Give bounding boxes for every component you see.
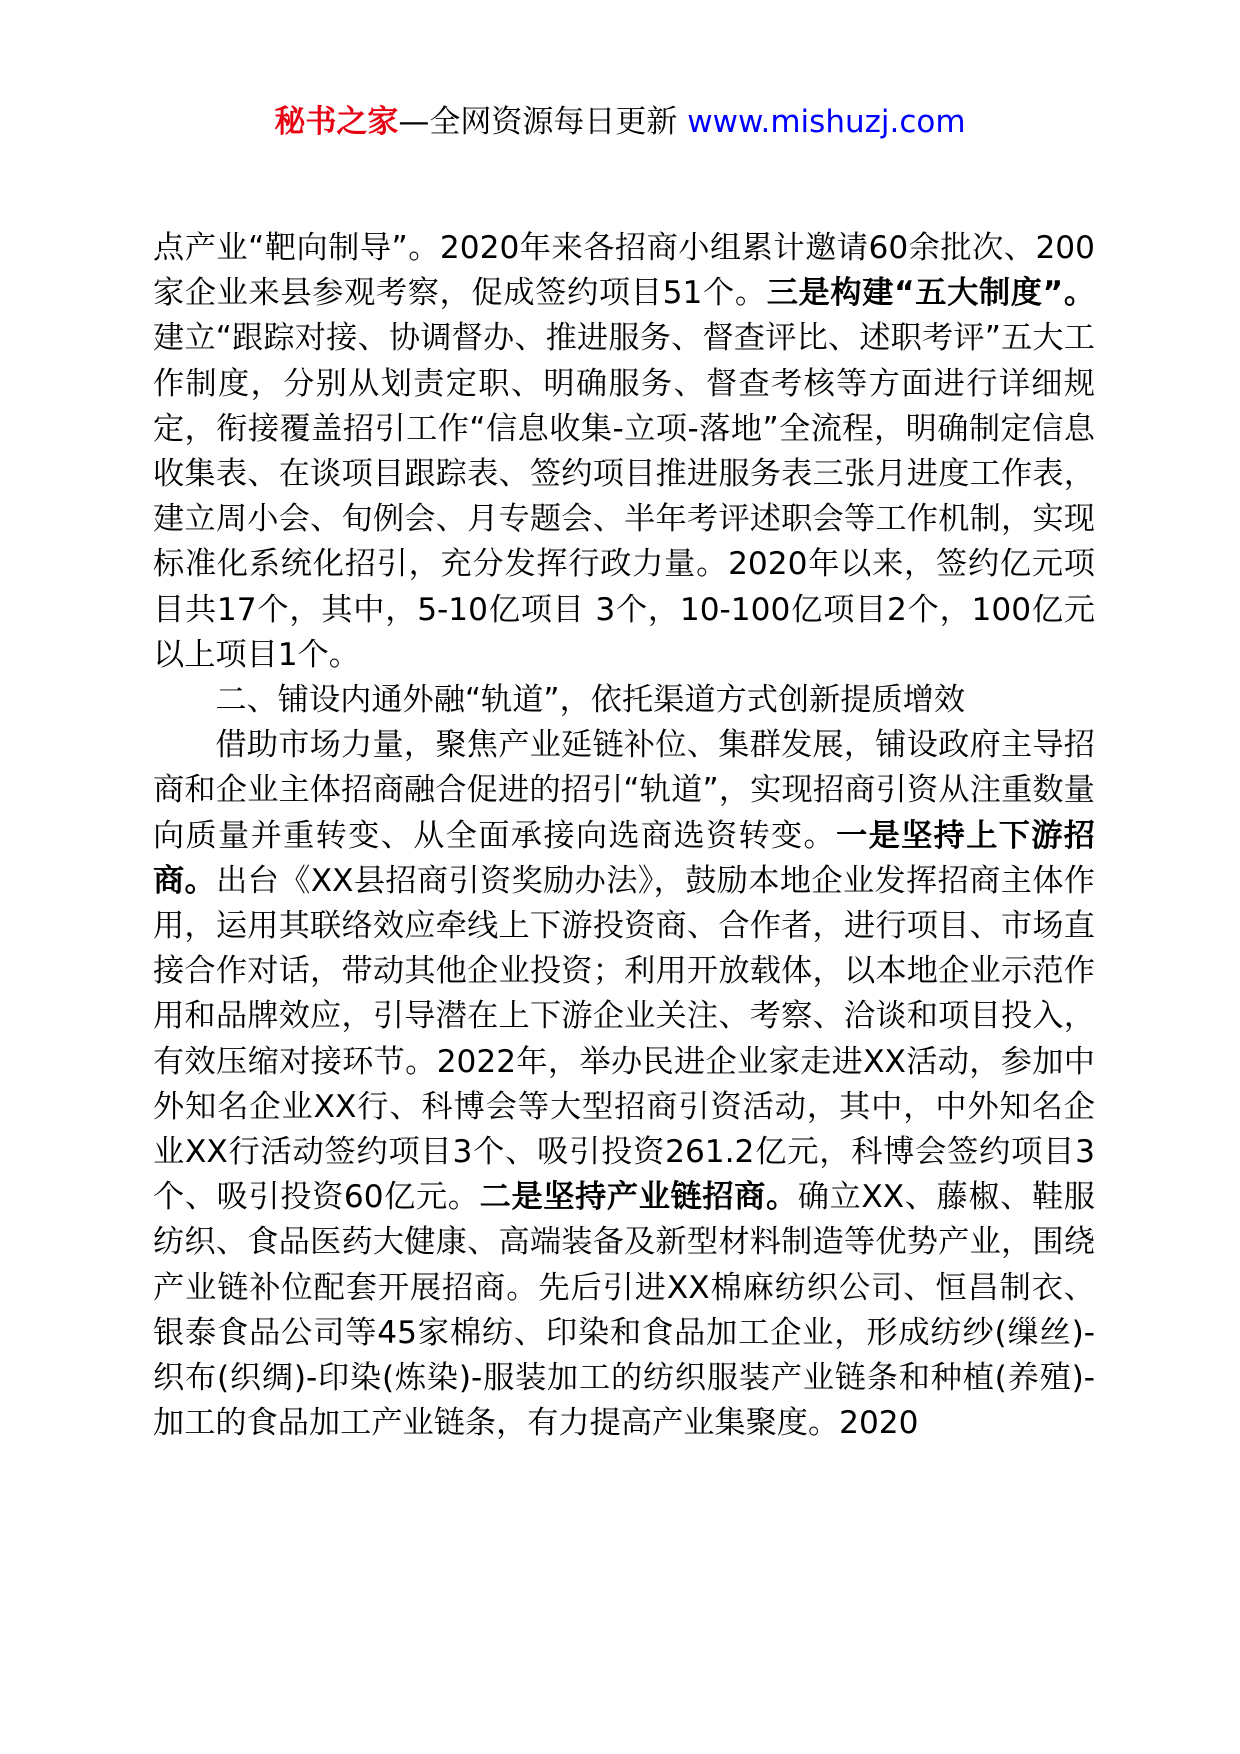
page-header — [0, 102, 1240, 142]
paragraph-2-text-2: 出台《XX县招商引资奖励办法》，鼓励本地企业发挥招商主体作用，运用其联络效应牵线上下游投资商、合作者，进行项目、市场直接合作对话，带动其他企业投资；利用开放载体，以本地企业示范作用和品牌效应，引导潜在上下游企业关注、考察、洽谈和项目投入，有效压缩对接环节。2022年，举办民进企业家走进XX活动，参加中外知名企业XX行、科博会等大型招商引资活动，其中，中外知名企业XX行活动签约项目3个、吸引投资261.2亿元，科博会签约项目3个、吸引投资60亿元。 — [153, 862, 1095, 1216]
paragraph-2-bold-1: 一是坚持上下游招商。 — [153, 817, 1095, 899]
paragraph-2-bold-2: 二是坚持产业链招商。 — [479, 1179, 798, 1216]
brand-name: 秘书之家 — [274, 104, 399, 140]
paragraph-1-text-1: 点产业“靶向制导”。2020年来各招商小组累计邀请60余批次、200家企业来县参观考察，促成签约项目51个。 — [153, 230, 1095, 312]
paragraph-2-text-1: 借助市场力量，聚焦产业延链补位、集群发展，铺设政府主导招商和企业主体招商融合促进的招引“轨道”，实现招商引资从注重数量向质量并重转变、从全面承接向选商选资转变。 — [153, 727, 1095, 854]
paragraph-1 — [153, 226, 1095, 678]
header-slogan: —全网资源每日更新 — [398, 104, 678, 140]
paragraph-2 — [153, 723, 1095, 1446]
site-link[interactable]: www.mishuzj.com — [687, 104, 966, 140]
paragraph-1-bold-1: 三是构建“五大制度”。 — [766, 275, 1096, 312]
section-heading-2: 二、铺设内通外融“轨道”，依托渠道方式创新提质增效 — [215, 682, 966, 719]
paragraph-1-text-2: 建立“跟踪对接、协调督办、推进服务、督查评比、述职考评”五大工作制度，分别从划责定职、明确服务、督查考核等方面进行详细规定，衔接覆盖招引工作“信息收集-立项-落地”全流程，明确制定信息收集表、在谈项目跟踪表、签约项目推进服务表三张月进度工作表，建立周小会、旬例会、月专题会、半年考评述职会等工作机制，实现标准化系统化招引，充分发挥行政力量。2020年以来，签约亿元项目共17个，其中，5-10亿项目 3个，10-100亿项目2个，100亿元以上项目1个。 — [153, 320, 1095, 673]
document-body — [153, 226, 1095, 1446]
paragraph-2-text-3: 确立XX、藤椒、鞋服纺织、食品医药大健康、高端装备及新型材料制造等优势产业，围绕产业链补位配套开展招商。先后引进XX棉麻纺织公司、恒昌制衣、银泰食品公司等45家棉纺、印染和食品加工企业，形成纺纱(缫丝)-织布(织绸)-印染(炼染)-服装加工的纺织服装产业链条和种植(养殖)-加工的食品加工产业链条，有力提高产业集聚度。2020 — [153, 1179, 1095, 1442]
